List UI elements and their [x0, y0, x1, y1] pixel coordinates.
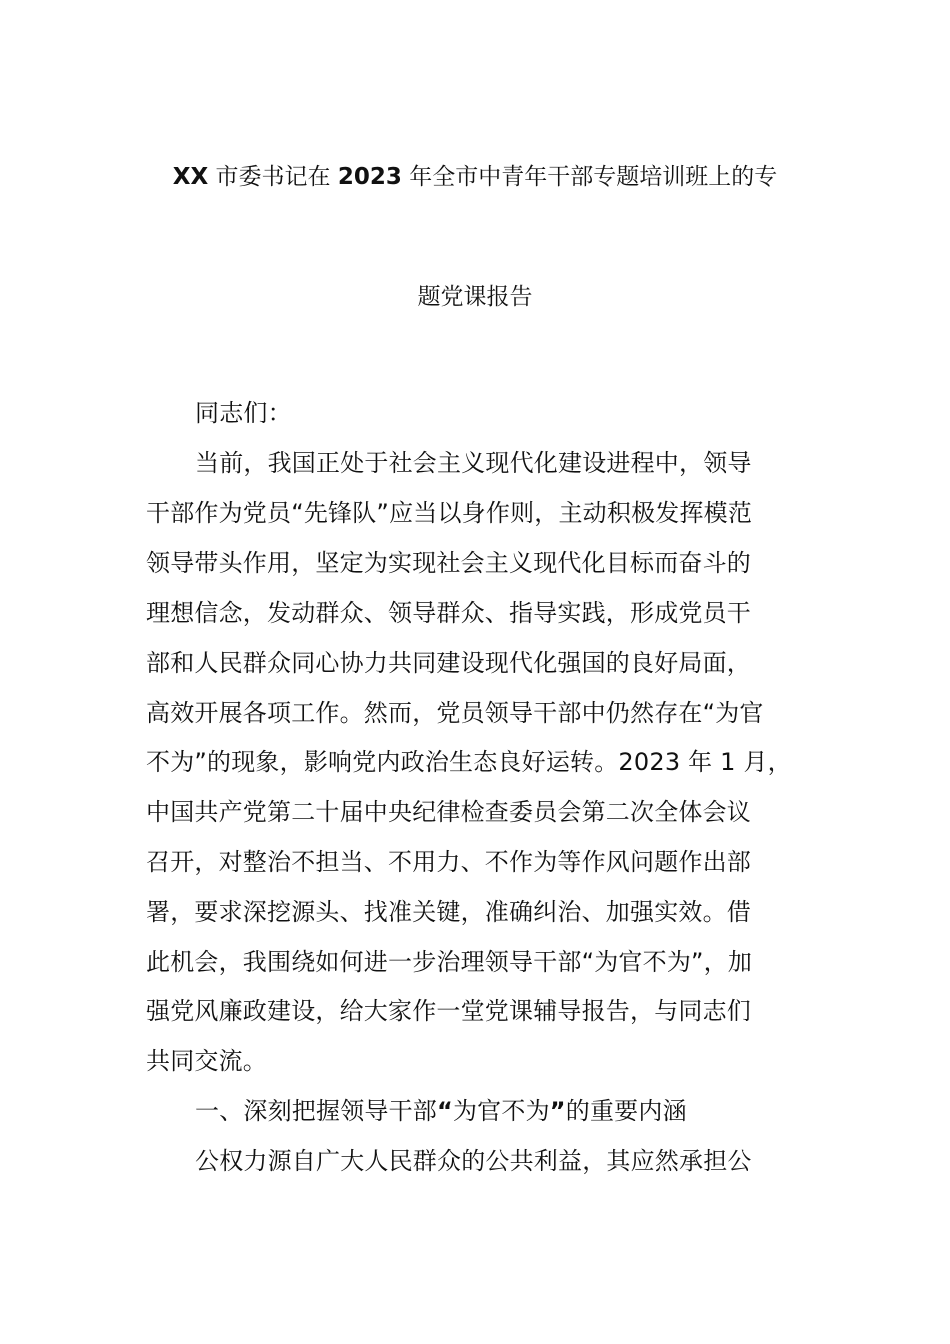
paragraph-1-line: 部和人民群众同心协力共同建设现代化强国的良好局面，	[146, 649, 751, 677]
paragraph-1-line: 领导带头作用，坚定为实现社会主义现代化目标而奋斗的	[146, 549, 751, 577]
title-segment-a: 市委书记在	[208, 164, 338, 190]
paragraph-1-line: 理想信念，发动群众、领导群众、指导实践，形成党员干	[146, 599, 751, 627]
paragraph-1-line: 高效开展各项工作。然而，党员领导干部中仍然存在“为官	[146, 699, 764, 727]
heading-prefix: 一、深刻把握领导干部	[195, 1097, 437, 1125]
paragraph-1-line: 署，要求深挖源头、找准关键，准确纠治、加强实效。借	[146, 898, 751, 926]
paragraph-1-line: 干部作为党员“先锋队”应当以身作则，主动积极发挥模范	[146, 499, 753, 527]
heading-keyword: 为官不为	[452, 1097, 550, 1125]
paragraph-1-line: 当前，我国正处于社会主义现代化建设进程中，领导	[195, 449, 752, 477]
document-title-line-1	[0, 162, 950, 192]
heading-open-quote: “	[437, 1097, 453, 1125]
heading-close-quote: ”	[549, 1097, 566, 1125]
paragraph-1-line: 中国共产党第二十届中央纪律检查委员会第二次全体会议	[146, 798, 751, 826]
paragraph-2-line: 公权力源自广大人民群众的公共利益，其应然承担公	[195, 1147, 752, 1175]
heading-suffix: 的重要内涵	[565, 1097, 687, 1125]
title-segment-b: 年全市中青年干部专题培训班上的专	[401, 164, 778, 190]
paragraph-1-line: 强党风廉政建设，给大家作一堂党课辅导报告，与同志们	[146, 997, 751, 1025]
paragraph-1-line: 不为”的现象，影响党内政治生态良好运转。2023 年 1 月，	[146, 748, 792, 776]
title-xx: XX	[172, 164, 209, 190]
section-heading-1	[195, 1095, 687, 1127]
paragraph-1-line: 召开，对整治不担当、不用力、不作为等作风问题作出部	[146, 848, 751, 876]
paragraph-1-line: 此机会，我围绕如何进一步治理领导干部“为官不为”，加	[146, 948, 753, 976]
title-year: 2023	[337, 164, 402, 190]
salutation: 同志们：	[195, 399, 292, 427]
paragraph-1-line: 共同交流。	[146, 1047, 267, 1075]
document-title-line-2: 题党课报告	[417, 284, 533, 310]
